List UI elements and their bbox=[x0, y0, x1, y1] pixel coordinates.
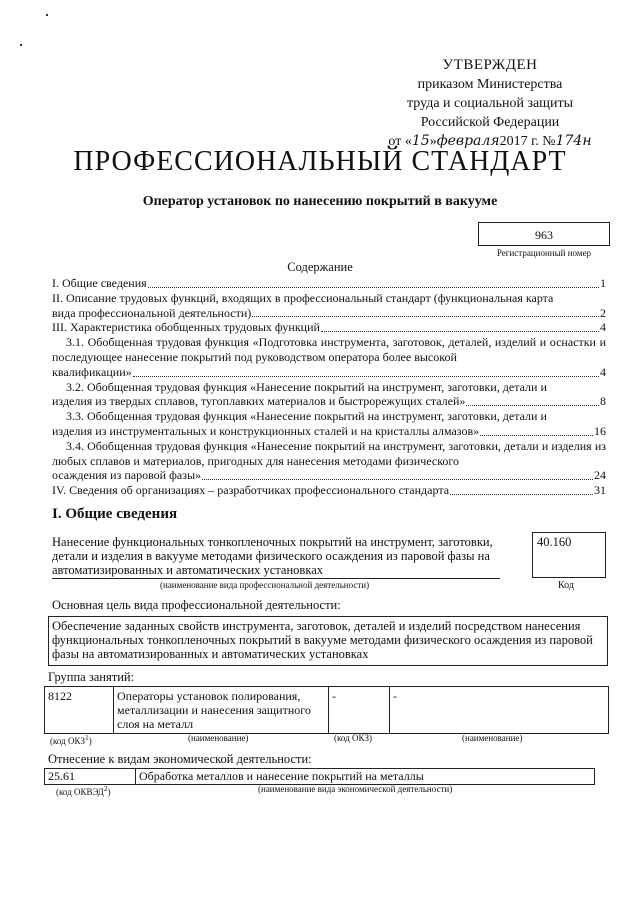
occupation-group-table bbox=[44, 686, 609, 734]
underline bbox=[52, 578, 500, 579]
toc-entry bbox=[52, 320, 606, 335]
registration-number-box: 963 bbox=[478, 222, 610, 246]
occupation-name: Нанесение функциональных тонкопленочных покрытий на инструмент, заготовки, детали и изделия в вакууме методами физического осаждения из паровой фазы на автоматизированных и автоматических установках bbox=[52, 535, 493, 577]
toc-entry bbox=[52, 380, 606, 410]
toc-entry-text: 3.3. Обобщенная трудовая функция «Нанесение покрытий на инструмент, заготовки, детали и bbox=[66, 409, 547, 424]
approval-line: труда и социальной защиты bbox=[407, 96, 573, 111]
table-row bbox=[45, 687, 609, 734]
scan-speck bbox=[20, 44, 22, 46]
toc-page-number: 4 bbox=[600, 364, 606, 379]
toc-entry bbox=[52, 483, 606, 498]
toc-entry bbox=[52, 335, 606, 379]
toc-page-number: 31 bbox=[594, 483, 606, 498]
okved-name-cell: Обработка металлов и нанесение покрытий на металлы bbox=[136, 769, 595, 785]
toc-entry bbox=[52, 439, 606, 483]
approval-line: приказом Министерства bbox=[417, 77, 563, 92]
toc-leader bbox=[252, 316, 599, 317]
code-label: Код bbox=[558, 580, 574, 591]
toc-leader bbox=[450, 494, 593, 495]
toc-entry bbox=[52, 276, 606, 291]
occupation-label: (наименование вида профессиональной деятельности) bbox=[160, 580, 370, 590]
toc-leader bbox=[133, 376, 599, 377]
toc-entry-text: I. Общие сведения bbox=[52, 276, 147, 290]
goal-box: Обеспечение заданных свойств инструмента, заготовок, деталей и изделий посредством нанесения функциональных тонкопленочных покрытий в вакууме методами физического осаждения из паровой фазы на автоматизированных и автоматических установках bbox=[48, 616, 608, 666]
registration-label: Регистрационный номер bbox=[496, 248, 592, 258]
okz-code-cell: - bbox=[329, 687, 390, 734]
handwritten-month: февраля bbox=[436, 133, 500, 149]
toc-entry bbox=[52, 409, 606, 439]
scan-speck bbox=[46, 14, 48, 16]
okz-name-cell: - bbox=[390, 687, 609, 734]
table-row bbox=[45, 769, 595, 785]
toc-leader bbox=[321, 331, 599, 332]
section-heading: I. Общие сведения bbox=[52, 506, 178, 522]
toc-entry-text: 3.4. Обобщенная трудовая функция «Нанесение покрытий на инструмент, заготовки, детали и изделия из любых сплавов и материалов, пригодных для нанесения методами физического bbox=[52, 438, 606, 468]
toc-entry-text: изделия из твердых сплавов, тугоплавких материалов и быстрорежущих сталей» bbox=[52, 394, 466, 409]
toc-entry-text: IV. Сведения об организациях – разработчиках профессионального стандарта bbox=[52, 483, 450, 498]
group-label: Группа занятий: bbox=[48, 670, 135, 684]
approval-line: УТВЕРЖДЕН bbox=[442, 57, 538, 73]
okz-code-label: (код ОКЗ$^1$) bbox=[50, 733, 92, 746]
okz-code-cell: 8122 bbox=[45, 687, 114, 734]
toc-entry-text: II. Описание трудовых функций, входящих в профессиональный стандарт (функциональная карта bbox=[52, 290, 554, 305]
toc-leader bbox=[466, 405, 599, 406]
occupation-code-box: 40.160 bbox=[532, 532, 606, 578]
page-title: ПРОФЕССИОНАЛЬНЫЙ СТАНДАРТ bbox=[73, 146, 567, 177]
okz-name-label: (наименование) bbox=[462, 733, 523, 743]
okved-name-label: (наименование вида экономической деятельности) bbox=[258, 784, 453, 794]
toc-page-number: 1 bbox=[600, 276, 606, 290]
okved-code-label: (код ОКВЭД$^2$) bbox=[56, 784, 111, 797]
toc-entry-text: изделия из инструментальных и конструкционных сталей и на кристаллы алмазов» bbox=[52, 423, 480, 438]
approval-date: от «15»февраля2017 г. №174н bbox=[388, 133, 592, 149]
toc-leader bbox=[202, 479, 593, 480]
toc-page-number: 2 bbox=[600, 305, 606, 320]
toc-page-number: 16 bbox=[594, 423, 606, 438]
toc-entry-text: III. Характеристика обобщенных трудовых функций bbox=[52, 320, 320, 335]
toc-entry bbox=[52, 291, 606, 321]
toc-entry-text: вида профессиональной деятельности) bbox=[52, 305, 252, 320]
approval-line: Российской Федерации bbox=[420, 115, 560, 130]
toc-leader bbox=[480, 435, 593, 436]
handwritten-day: 15 bbox=[411, 133, 430, 149]
econ-label: Отнесение к видам экономической деятельности: bbox=[48, 752, 312, 766]
handwritten-number: 174н bbox=[555, 133, 592, 149]
okved-code-cell: 25.61 bbox=[45, 769, 136, 785]
okz-name-label: (наименование) bbox=[188, 733, 249, 743]
toc-heading: Содержание bbox=[287, 260, 353, 274]
toc-entry-text: квалификации» bbox=[52, 364, 132, 379]
toc-page-number: 4 bbox=[600, 320, 606, 335]
toc-entry-text: 3.2. Обобщенная трудовая функция «Нанесение покрытий на инструмент, заготовки, детали и bbox=[66, 379, 547, 394]
goal-label: Основная цель вида профессиональной деятельности: bbox=[52, 598, 341, 612]
toc-page-number: 8 bbox=[600, 394, 606, 409]
table-of-contents bbox=[52, 276, 606, 498]
toc-leader bbox=[148, 287, 599, 288]
okz-name-cell: Операторы установок полирования, металлизации и нанесения защитного слоя на металл bbox=[114, 687, 329, 734]
okz-code-label: (код ОКЗ) bbox=[334, 733, 372, 743]
toc-entry-text: осаждения из паровой фазы» bbox=[52, 468, 202, 483]
econ-activity-table bbox=[44, 768, 595, 785]
page-subtitle: Оператор установок по нанесению покрытий в вакууме bbox=[142, 194, 498, 209]
toc-page-number: 24 bbox=[594, 468, 606, 483]
toc-entry-text: 3.1. Обобщенная трудовая функция «Подготовка инструмента, заготовок, деталей, изделий и оснастки и последующее нанесение покрытий под руководством оператора более высокой bbox=[52, 335, 606, 364]
approval-block bbox=[380, 56, 600, 151]
